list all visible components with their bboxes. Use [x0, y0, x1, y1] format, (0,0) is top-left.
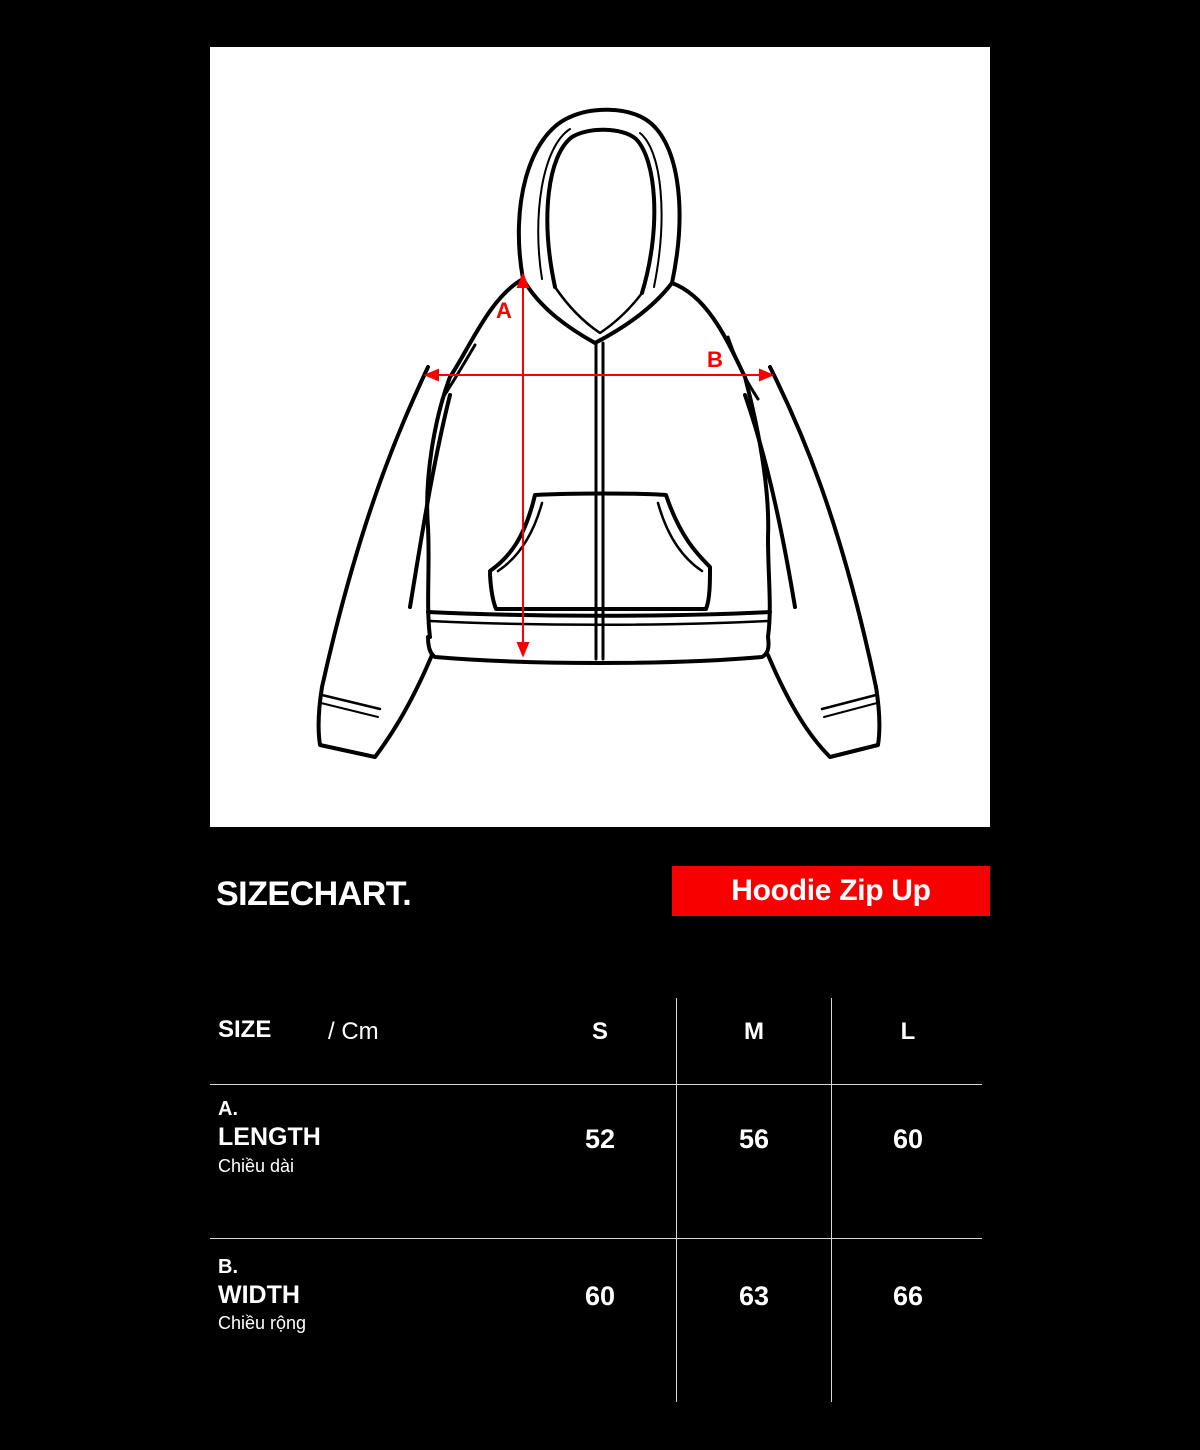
length-arrow-top	[518, 275, 528, 287]
size-column-m: M	[744, 1018, 764, 1045]
sleeve-right-cuff	[822, 695, 876, 709]
sleeve-left-cuff	[322, 695, 380, 709]
row-letter: A.	[218, 1098, 238, 1120]
hoodie-illustration	[210, 47, 990, 827]
value-s: 60	[584, 1281, 616, 1311]
pocket-edge-right	[658, 503, 702, 571]
sleeve-right-cuff-2	[824, 703, 877, 717]
waistband-line	[430, 621, 768, 625]
hood-inner-line	[538, 129, 570, 279]
table-column-divider	[676, 998, 677, 1402]
measurement-name-vi: Chiều rộng	[218, 1313, 307, 1333]
table-column-divider	[831, 998, 832, 1402]
value-m: 63	[738, 1281, 770, 1311]
sleeve-left-cuff-2	[321, 703, 378, 717]
value-m: 56	[738, 1124, 770, 1154]
size-column-s: S	[591, 1018, 608, 1045]
hood-neck	[523, 279, 672, 343]
body-left	[427, 279, 523, 637]
value-s: 52	[584, 1124, 616, 1154]
product-badge: Hoodie Zip Up	[672, 866, 990, 916]
label-b: B	[707, 347, 723, 372]
page-title: SIZECHART.	[216, 875, 412, 913]
measurement-name: WIDTH	[218, 1281, 300, 1309]
table-divider	[210, 1238, 982, 1239]
hood-inner	[547, 130, 654, 293]
hem	[428, 637, 769, 663]
label-a: A	[496, 298, 512, 323]
garment-diagram	[210, 47, 990, 827]
unit-label: / Cm	[328, 1018, 379, 1045]
waistband-top	[428, 612, 770, 616]
measurement-name-vi: Chiều dài	[218, 1156, 295, 1176]
value-l: 66	[892, 1281, 924, 1311]
size-header-label: SIZE	[218, 1016, 272, 1043]
size-column-l: L	[900, 1018, 916, 1045]
table-divider	[210, 1084, 982, 1085]
value-l: 60	[892, 1124, 924, 1154]
length-arrow-bottom	[518, 643, 528, 655]
shoulder-seam-left	[442, 345, 475, 399]
shoulder-seam-right	[728, 337, 758, 399]
body-right	[672, 283, 770, 637]
measurement-name: LENGTH	[218, 1123, 321, 1151]
row-letter: B.	[218, 1256, 238, 1278]
